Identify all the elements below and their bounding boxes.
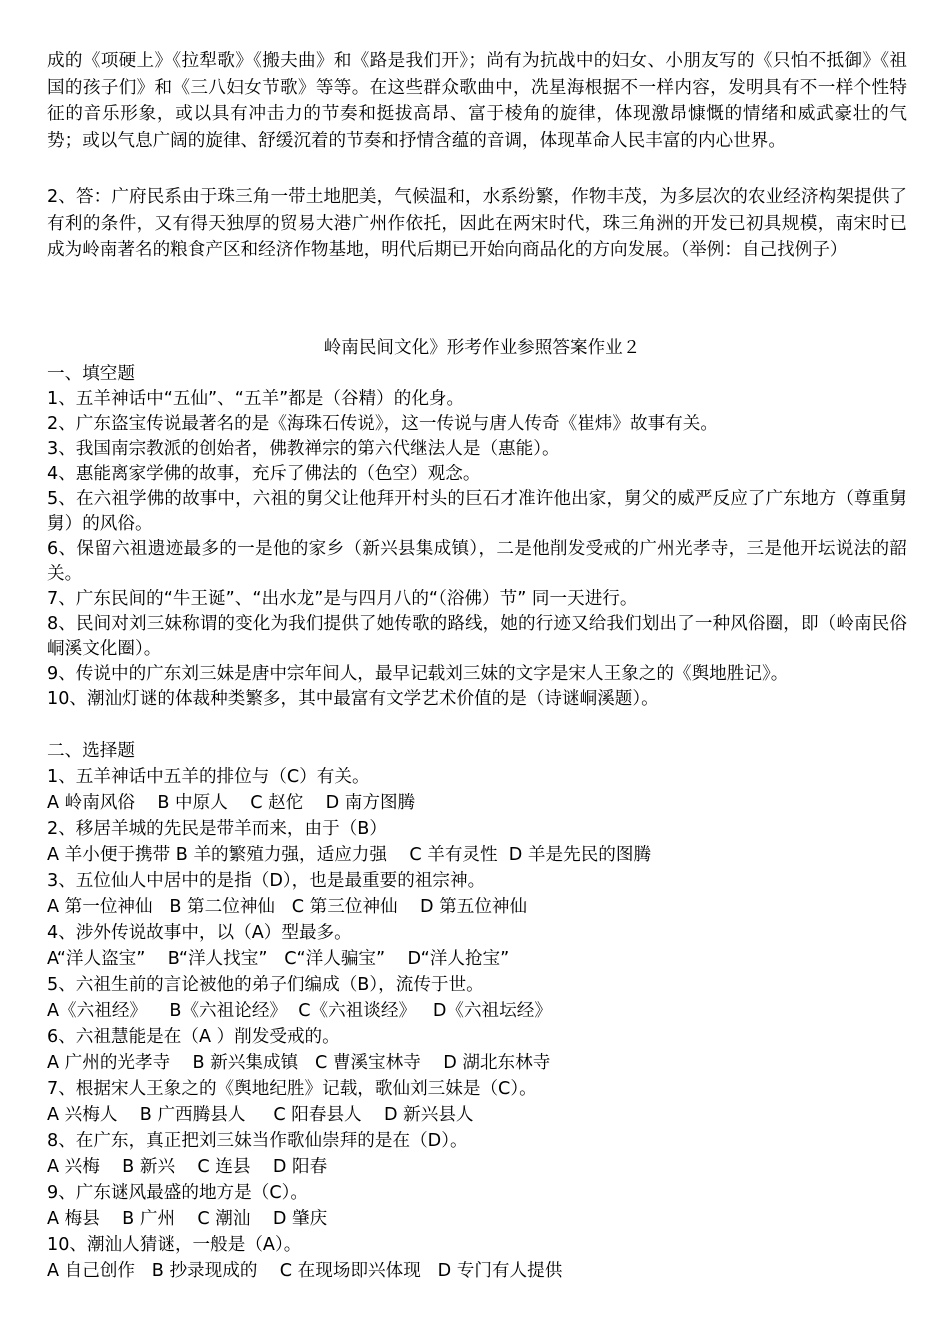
choice-question: 6、六祖慧能是在（A ）削发受戒的。 xyxy=(47,1026,340,1047)
choice-question: 2、移居羊城的先民是带羊而来，由于（B） xyxy=(47,818,387,839)
choice-options: A 羊小便于携带 B 羊的繁殖力强，适应力强 C 羊有灵性 D 羊是先民的图腾 xyxy=(47,844,652,865)
fill-in-item: 2、广东盗宝传说最著名的是《海珠石传说》，这一传说与唐人传奇《崔炜》故事有关。 xyxy=(47,413,718,434)
intro-paragraph-1: 成的《项硬上》《拉犁歌》《搬夫曲》和《路是我们开》；尚有为抗战中的妇女、小朋友写的《只怕不抵御》《祖国的孩子们》和《三八妇女节歌》等等。在这些群众歌曲中，冼星海根据不一样内容，发明具有不一样个性特征的音乐形象，或以具有冲击力的节奏和挺拔高昂、富于棱角的旋律，体现激昂慷慨的情绪和威武豪壮的气势；或以气息广阔的旋律、舒缓沉着的节奏和抒情含蕴的音调，体现革命人民丰富的内心世界。 xyxy=(47,51,907,151)
choice-question: 8、在广东，真正把刘三妹当作歌仙崇拜的是在（D）。 xyxy=(47,1130,468,1151)
choice-question: 4、涉外传说故事中，以（A）型最多。 xyxy=(47,922,352,943)
choice-question: 3、五位仙人中居中的是指（D），也是最重要的祖宗神。 xyxy=(47,870,486,891)
choice-options: A《六祖经》 B《六祖论经》 C《六祖谈经》 D《六祖坛经》 xyxy=(47,1000,552,1021)
choice-heading: 二、选择题 xyxy=(47,740,135,761)
fill-in-item: 5、在六祖学佛的故事中，六祖的舅父让他拜开村头的巨石才准许他出家，舅父的威严反应了广东地方（尊重舅舅）的风俗。 xyxy=(47,488,907,534)
choice-options: A 岭南风俗 B 中原人 C 赵佗 D 南方图腾 xyxy=(47,792,416,813)
choice-options: A“洋人盗宝” B“洋人找宝” C“洋人骗宝” D“洋人抢宝” xyxy=(47,948,510,969)
fill-in-item: 10、潮汕灯谜的体裁种类繁多，其中最富有文学艺术价值的是（诗谜峒溪题）。 xyxy=(47,688,659,709)
document-title: 岭南民间文化》形考作业参照答案作业２ xyxy=(323,337,641,358)
choice-options: A 第一位神仙 B 第二位神仙 C 第三位神仙 D 第五位神仙 xyxy=(47,896,528,917)
choice-question: 10、潮汕人猜谜，一般是（A）。 xyxy=(47,1234,302,1255)
choice-options: A 兴梅人 B 广西腾县人 C 阳春县人 D 新兴县人 xyxy=(47,1104,474,1125)
multiple-choice-section xyxy=(47,738,907,1284)
document-page xyxy=(47,48,907,1284)
choice-options: A 自己创作 B 抄录现成的 C 在现场即兴体现 D 专门有人提供 xyxy=(47,1260,563,1281)
choice-question: 9、广东谜风最盛的地方是（C）。 xyxy=(47,1182,308,1203)
choice-question: 1、五羊神话中五羊的排位与（C）有关。 xyxy=(47,766,370,787)
fill-in-item: 4、惠能离家学佛的故事，充斥了佛法的（色空）观念。 xyxy=(47,463,481,484)
fill-in-item: 9、传说中的广东刘三妹是唐中宗年间人，最早记载刘三妹的文字是宋人王象之的《舆地胜记》。 xyxy=(47,663,789,684)
fill-in-item: 7、广东民间的“牛王诞”、“出水龙”是与四月八的“（浴佛）节” 同一天进行。 xyxy=(47,588,638,609)
intro-paragraph-2: 2、答：广府民系由于珠三角一带土地肥美，气候温和，水系纷繁，作物丰茂，为多层次的农业经济构架提供了有利的条件，又有得天独厚的贸易大港广州作依托，因此在两宋时代，珠三角洲的开发已初具规模，南宋时已成为岭南著名的粮食产区和经济作物基地，明代后期已开始向商品化的方向发展。（举例：自己找例子） xyxy=(47,187,907,260)
fill-in-item: 1、五羊神话中“五仙”、“五羊”都是（谷精）的化身。 xyxy=(47,388,465,409)
fill-in-item: 6、保留六祖遗迹最多的一是他的家乡（新兴县集成镇），二是他削发受戒的广州光孝寺，三是他开坛说法的韶关。 xyxy=(47,538,907,584)
fill-in-item: 3、我国南宗教派的创始者，佛教禅宗的第六代继法人是（惠能）。 xyxy=(47,438,560,459)
choice-options: A 兴梅 B 新兴 C 连县 D 阳春 xyxy=(47,1156,328,1177)
choice-options: A 梅县 B 广州 C 潮汕 D 肇庆 xyxy=(47,1208,328,1229)
fill-in-heading: 一、填空题 xyxy=(47,363,135,384)
choice-question: 5、六祖生前的言论被他的弟子们编成（B），流传于世。 xyxy=(47,974,484,995)
fill-in-item: 8、民间对刘三妹称谓的变化为我们提供了她传歌的路线，她的行迹又给我们划出了一种风俗圈，即（岭南民俗峒溪文化圈）。 xyxy=(47,613,907,659)
choice-question: 7、根据宋人王象之的《舆地纪胜》记载，歌仙刘三妹是（C）。 xyxy=(47,1078,537,1099)
fill-in-section xyxy=(47,361,907,712)
choice-options: A 广州的光孝寺 B 新兴集成镇 C 曹溪宝林寺 D 湖北东林寺 xyxy=(47,1052,551,1073)
